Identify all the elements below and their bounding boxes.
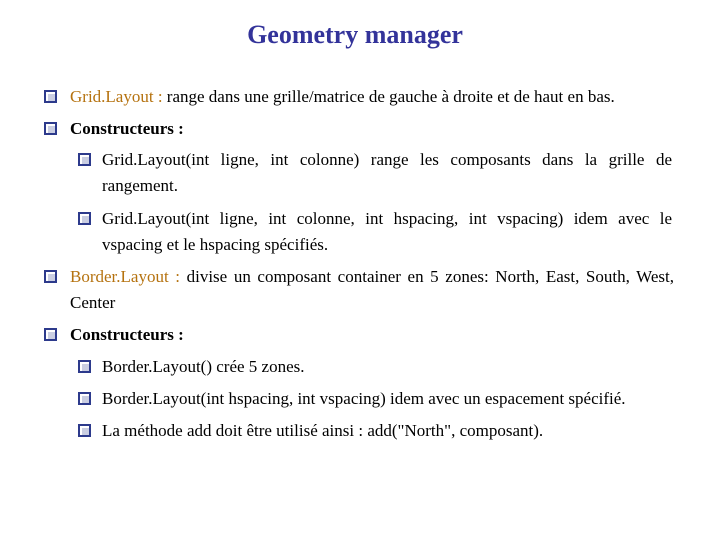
list-item-border-ctor-2 bbox=[78, 386, 672, 412]
square-bullet-icon bbox=[78, 392, 91, 405]
list-item-grid-ctor-1 bbox=[78, 147, 672, 199]
list-item-grid-ctor-2 bbox=[78, 206, 672, 258]
grid-constructors-heading: Constructeurs : bbox=[70, 119, 184, 138]
borderlayout-term: Border.Layout : bbox=[70, 267, 180, 286]
list-item-border-ctor-3 bbox=[78, 418, 672, 444]
borderlayout-description: divise un composant container en 5 zones: North, East, South, West, Center bbox=[70, 267, 674, 312]
square-bullet-icon bbox=[78, 424, 91, 437]
border-ctor-2-text: Border.Layout(int hspacing, int vspacing) idem avec un espacement spécifié. bbox=[102, 389, 626, 408]
list-item-grid-constructors bbox=[44, 116, 674, 142]
grid-ctor-1-text: Grid.Layout(int ligne, int colonne) range les composants dans la grille de rangement. bbox=[102, 150, 672, 195]
border-ctor-1-text: Border.Layout() crée 5 zones. bbox=[102, 357, 305, 376]
gridlayout-description: range dans une grille/matrice de gauche à droite et de haut en bas. bbox=[162, 87, 615, 106]
border-constructors-heading: Constructeurs : bbox=[70, 325, 184, 344]
square-bullet-icon bbox=[44, 90, 57, 103]
grid-ctor-2-text: Grid.Layout(int ligne, int colonne, int hspacing, int vspacing) idem avec le vspacing et le hspacing spécifiés. bbox=[102, 209, 672, 254]
page-title: Geometry manager bbox=[247, 20, 463, 49]
gridlayout-term: Grid.Layout : bbox=[70, 87, 163, 106]
list-item-gridlayout bbox=[44, 84, 674, 110]
square-bullet-icon bbox=[78, 360, 91, 373]
list-item-border-ctor-1 bbox=[78, 354, 672, 380]
square-bullet-icon bbox=[44, 122, 57, 135]
square-bullet-icon bbox=[78, 153, 91, 166]
border-ctor-3-text: La méthode add doit être utilisé ainsi : add("North", composant). bbox=[102, 421, 544, 440]
list-item-borderlayout bbox=[44, 264, 674, 316]
list-item-border-constructors bbox=[44, 322, 674, 348]
square-bullet-icon bbox=[78, 212, 91, 225]
square-bullet-icon bbox=[44, 270, 57, 283]
square-bullet-icon bbox=[44, 328, 57, 341]
